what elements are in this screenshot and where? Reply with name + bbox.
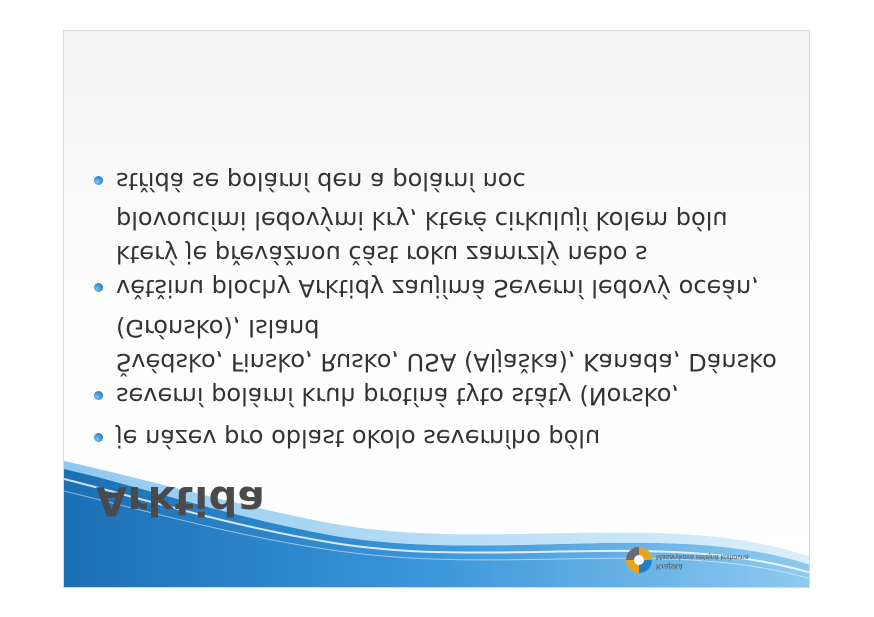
- logo-text-primary: Krajská: [656, 562, 683, 571]
- bullet-item: [94, 421, 784, 455]
- bullet-icon: [94, 283, 103, 292]
- bullet-text: střídá se polární den a polární noc: [116, 167, 526, 195]
- bullet-text: severní polární kruh protíná tyto státy (Norsko, Švédsko, Finsko, Rusko, USA (Aljaška), Kanada, Dánsko (Grónsko), Island: [116, 314, 777, 410]
- bullet-icon: [94, 391, 103, 400]
- logo-text-secondary: Masarykova veřejná knihovna: [656, 553, 749, 560]
- bullet-text: většinu plochy Arktidy zaujímá Severní ledový oceán, který je převážnou část roku zamrzlý nebo s plovoucími ledovými kry, které cirkulují kolem pólu: [116, 206, 759, 302]
- slide: [63, 30, 810, 588]
- bullet-icon: [94, 433, 103, 442]
- slide-title: Arktida: [96, 477, 266, 523]
- bullet-item: [94, 311, 784, 413]
- bullet-list: [94, 164, 784, 455]
- slide-frame: [63, 30, 810, 588]
- logo: [624, 541, 774, 575]
- bullet-text: je název pro oblast okolo severního pólu: [116, 424, 601, 452]
- logo-mark-icon: [624, 545, 654, 575]
- bullet-icon: [94, 176, 103, 185]
- bullet-item: [94, 164, 784, 198]
- bullet-item: [94, 203, 784, 305]
